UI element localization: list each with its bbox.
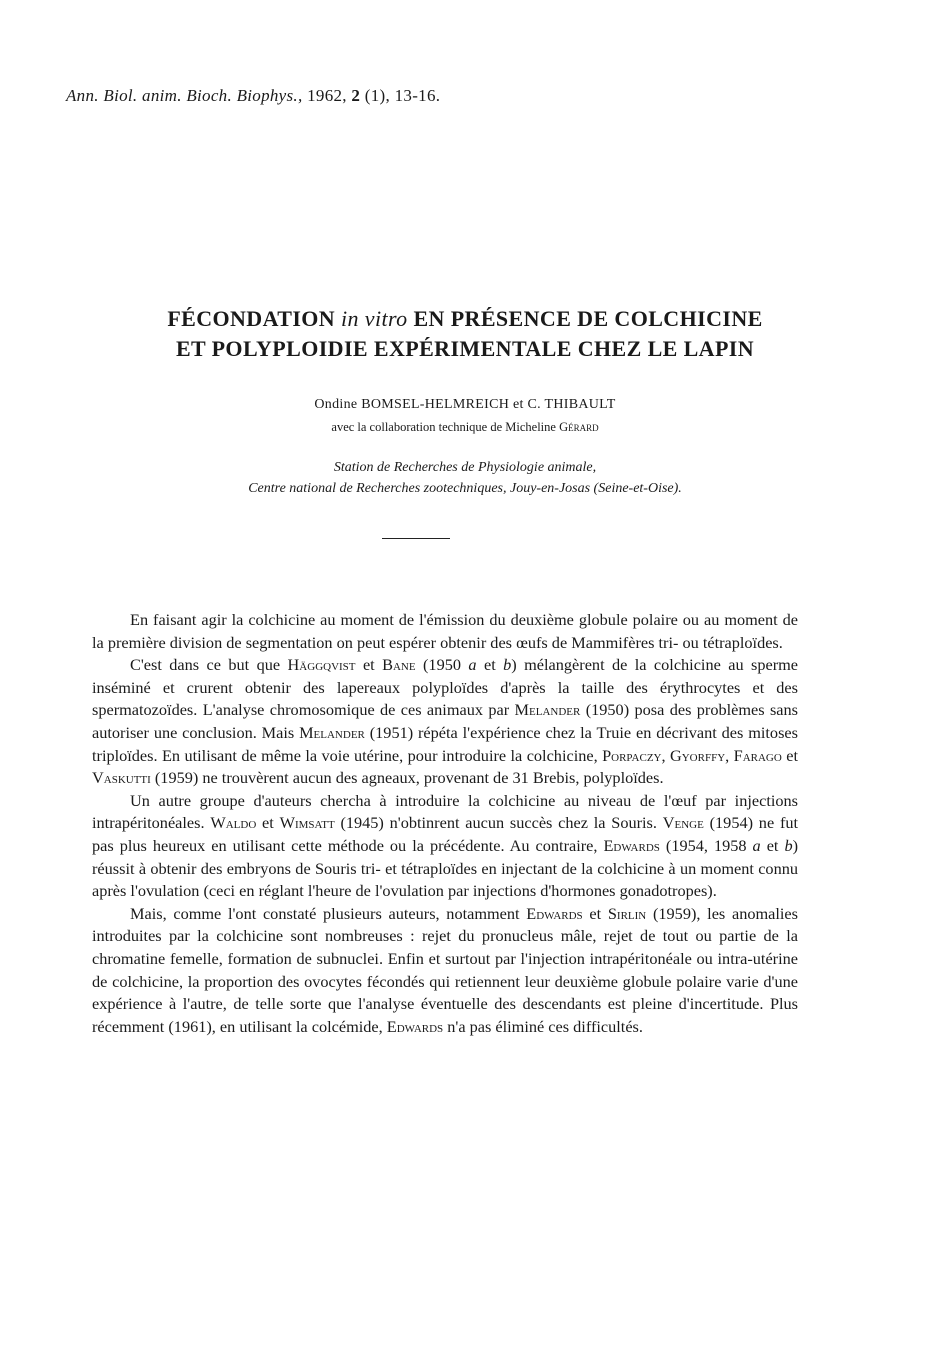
author-ref: Farago — [733, 745, 782, 765]
article-body — [92, 609, 798, 1038]
author-ref: Porpaczy — [602, 745, 662, 765]
author-1-surname: BOMSEL-HELMREICH — [361, 397, 510, 412]
author-ref: Melander — [299, 722, 365, 742]
author-ref: Wimsatt — [279, 813, 335, 833]
separator-rule — [382, 538, 450, 539]
affiliation — [40, 457, 890, 499]
title-part-3: EN PRÉSENCE DE COLCHICINE — [413, 306, 763, 331]
author-ref: Waldo — [210, 813, 257, 833]
title-line-1 — [40, 304, 890, 334]
journal-name: Ann. Biol. anim. Bioch. Biophys., — [66, 86, 303, 105]
paragraph-3: Un autre groupe d'auteurs chercha à introduire la colchicine au niveau de l'œuf par injections intrapéritonéales. Waldo et Wimsatt (1945) n'obtinrent aucun succès chez la Souris. Venge (1954) ne fut pas plus heureux en utilisant cette méthode ou la précédente. Au contraire, Edwards (1954, 1958 a et b) réussit à obtenir des embryons de Souris tri- et tétraploïdes en injectant de la colchicine à un moment connu après l'ovulation (ceci en réglant l'heure de l'ovulation par injections d'hormones gonadotropes). — [92, 790, 799, 901]
author-ref: Venge — [662, 813, 704, 833]
collaboration-line — [40, 420, 890, 435]
author-1-given: Ondine — [314, 397, 358, 412]
title-part-2: in vitro — [341, 306, 408, 331]
affiliation-line-2: Centre national de Recherches zootechniques, Jouy-en-Josas (Seine-et-Oise). — [248, 481, 682, 496]
author-ref: Edwards — [526, 903, 583, 923]
author-ref: Häggqvist — [287, 655, 356, 675]
author-ref: Gyorffy — [669, 745, 726, 765]
author-ref: Sirlin — [607, 903, 647, 923]
collaborator-name: Gérard — [559, 420, 599, 434]
title-part-1: FÉCONDATION — [167, 306, 336, 331]
authors-conjunction: et — [512, 397, 524, 412]
author-ref: Edwards — [603, 835, 660, 855]
paragraph-1: En faisant agir la colchicine au moment de l'émission du deuxième globule polaire ou au moment de la première division de segmentation on peut espérer obtenir des œufs de Mammifères tri- ou tétraploïdes. — [92, 610, 798, 652]
journal-issue-pages: (1), 13-16. — [364, 86, 441, 105]
paragraph-4: Mais, comme l'ont constaté plusieurs auteurs, notamment Edwards et Sirlin (1959), les anomalies introduites par la colchicine sont nombreuses : rejet du pronucleus mâle, rejet de tout ou partie de la chromatine femelle, formation de subnuclei. Enfin et surtout par l'injection intrapéritonéale ou intra-utérine de colchicine, la proportion des ovocytes fécondés qui retiennent leur deuxième globule polaire varie d'une expérience à l'autre, de telle sorte que l'analyse éventuelle des descendants est pleine d'incertitude. Plus récemment (1961), en utilisant la colcémide, Edwards n'a pas éliminé ces difficultés. — [92, 903, 798, 1036]
author-ref: Melander — [514, 700, 581, 720]
author-ref: Edwards — [386, 1016, 444, 1036]
journal-volume: 2 — [351, 86, 361, 105]
author-ref: Vaskutti — [92, 768, 151, 788]
article-title — [40, 304, 890, 364]
author-ref: Bane — [382, 655, 416, 675]
journal-year: 1962, — [307, 86, 347, 105]
affiliation-line-1: Station de Recherches de Physiologie animale, — [333, 460, 597, 475]
journal-citation — [66, 86, 440, 106]
title-line-2: ET POLYPLOIDIE EXPÉRIMENTALE CHEZ LE LAPIN — [175, 336, 755, 361]
authors — [40, 397, 890, 413]
collaboration-prefix: avec la collaboration technique de Micheline — [331, 420, 556, 434]
paragraph-2: C'est dans ce but que Häggqvist et Bane (1950 a et b) mélangèrent de la colchicine au sperme inséminé et crurent obtenir des lapereaux polyploïdes d'après la taille des érythrocytes et des spermatozoïdes. L'analyse chromosomique de ces animaux par Melander (1950) posa des problèmes sans autoriser une conclusion. Mais Melander (1951) répéta l'expérience chez la Truie en décrivant des mitoses triploïdes. En utilisant de même la voie utérine, pour introduire la colchicine, Porpaczy, Gyorffy, Farago et Vaskutti (1959) ne trouvèrent aucun des agneaux, provenant de 31 Brebis, polyploïdes. — [92, 655, 799, 788]
author-2-initial: C. — [527, 397, 541, 412]
author-2-surname: THIBAULT — [544, 397, 616, 412]
